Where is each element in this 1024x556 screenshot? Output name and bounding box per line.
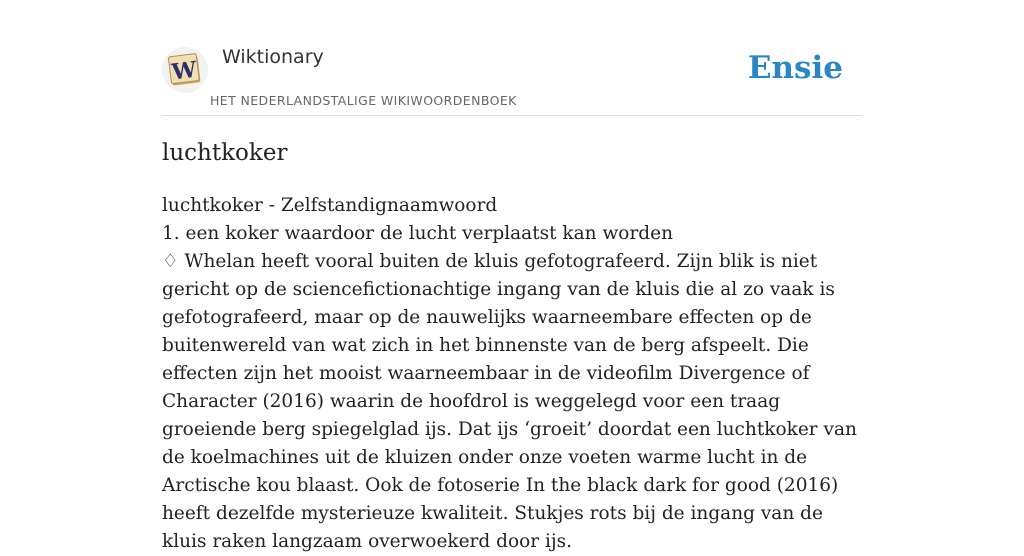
example-sentence (162, 248, 862, 556)
definition: 1. een koker waardoor de lucht verplaatst kan worden (162, 223, 673, 244)
example-marker-icon: ♢ (162, 251, 179, 272)
wiktionary-w-tile-icon (162, 47, 208, 93)
part-of-speech-line: luchtkoker - Zelfstandignaamwoord (162, 195, 498, 216)
ensie-brand-logo[interactable]: Ensie (747, 50, 843, 86)
site-tagline: HET NEDERLANDSTALIGE WIKIWOORDENBOEK (210, 93, 517, 108)
entry-content (162, 192, 862, 556)
site-header (162, 44, 862, 116)
site-name[interactable]: Wiktionary (222, 46, 324, 68)
example-text: Whelan heeft vooral buiten de kluis gefotografeerd. Zijn blik is niet gericht op de sciencefictionachtige ingang van de kluis die al zo vaak is gefotografeerd, maar op de nauwelijks waarneembare effecten op de buitenwereld van wat zich in het binnenste van de berg afspeelt. Die effecten zijn het mooist waarneembaar in de videofilm Divergence of Character (2016) waarin de hoofdrol is weggelegd voor een traag groeiende berg spiegelglad ijs. Dat ijs ‘groeit’ doordat een luchtkoker van de koelmachines uit de kluizen onder onze voeten warme lucht in de Arctische kou blaast. Ook de fotoserie In the black dark for good (2016) heeft dezelfde mysterieuze kwaliteit. Stukjes rots bij de ingang van de kluis raken langzaam overwoekerd door ijs. (162, 251, 857, 552)
entry-title: luchtkoker (162, 140, 288, 166)
wiktionary-logo-icon[interactable] (162, 47, 208, 93)
svg-text:W: W (170, 56, 198, 86)
